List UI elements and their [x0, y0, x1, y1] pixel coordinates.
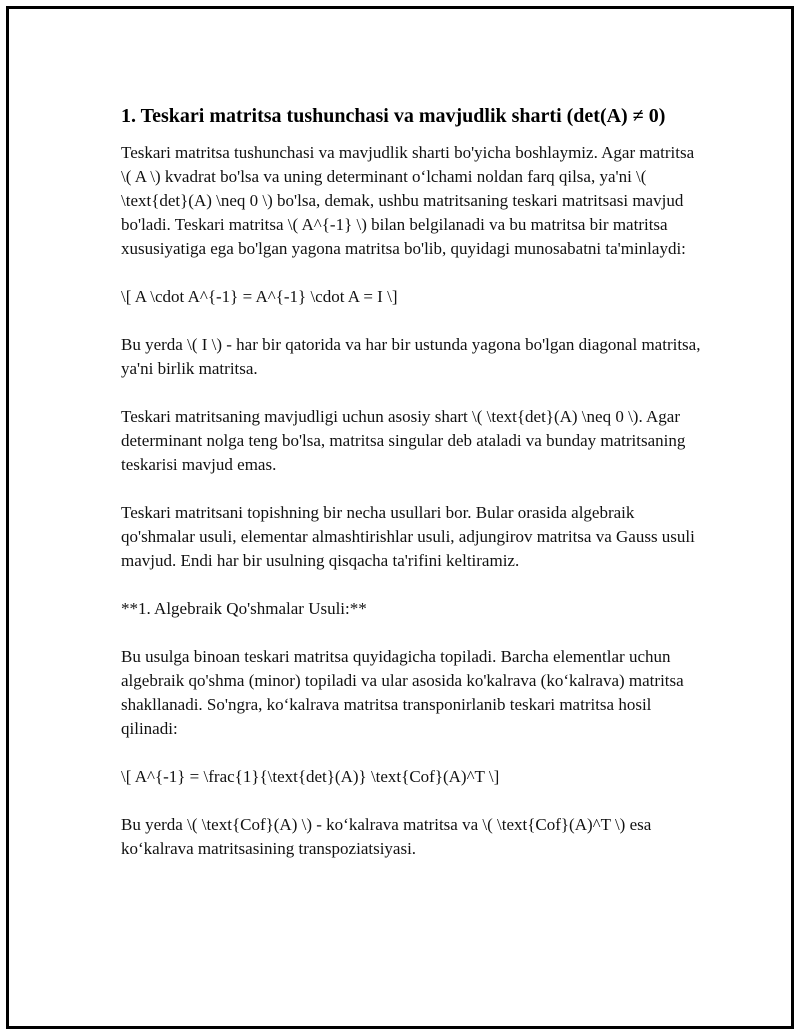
paragraph-methods: Teskari matritsani topishning bir necha usullari bor. Bular orasida algebraik qo'shmalar usuli, elementar almashtirishlar usuli, adjungirov matritsa va Gauss usuli mavjud. Endi har bir usulning qisqacha ta'rifini keltiramiz. — [121, 503, 695, 570]
document-body — [121, 101, 701, 885]
paragraph-cofactor-definition: Bu yerda \( \text{Cof}(A) \) - ko‘kalrava matritsa va \( \text{Cof}(A)^T \) esa ko‘kalrava matritsasining transpoziatsiyasi. — [121, 815, 652, 858]
formula-inverse-identity: \[ A \cdot A^{-1} = A^{-1} \cdot A = I \] — [121, 287, 398, 306]
paragraph-existence-condition: Teskari matritsaning mavjudligi uchun asosiy shart \( \text{det}(A) \neq 0 \). Agar determinant nolga teng bo'lsa, matritsa singular deb ataladi va bunday matritsaning teskarisi mavjud emas. — [121, 407, 686, 474]
paragraph-algebraic-method: Bu usulga binoan teskari matritsa quyidagicha topiladi. Barcha elementlar uchun algebraik qo'shma (minor) topiladi va ular asosida ko'kalrava (ko‘kalrava) matritsa shakllanadi. So'ngra, ko‘kalrava matritsa transponirlanib teskari matritsa hosil qilinadi: — [121, 647, 684, 738]
paragraph-intro: Teskari matritsa tushunchasi va mavjudlik sharti bo'yicha boshlaymiz. Agar matritsa \( A \) kvadrat bo'lsa va uning determinant o‘lchami noldan farq qilsa, ya'ni \( \text{det}(A) \neq 0 \) bo'lsa, demak, ushbu matritsaning teskari matritsasi mavjud bo'ladi. Teskari matritsa \( A^{-1} \) bilan belgilanadi va bu matritsa bir matritsa xususiyatiga ega bo'lgan yagona matritsa bo'lib, quyidagi munosabatni ta'minlaydi: — [121, 143, 695, 258]
page-frame — [6, 6, 794, 1029]
section-heading: 1. Teskari matritsa tushunchasi va mavjudlik sharti (det(A) ≠ 0) — [121, 105, 666, 127]
formula-cofactor-inverse: \[ A^{-1} = \frac{1}{\text{det}(A)} \text{Cof}(A)^T \] — [121, 767, 500, 786]
subheading-algebraic-method: **1. Algebraik Qo'shmalar Usuli:** — [121, 599, 367, 618]
paragraph-identity-matrix: Bu yerda \( I \) - har bir qatorida va har bir ustunda yagona bo'lgan diagonal matritsa, ya'ni birlik matritsa. — [121, 335, 701, 378]
